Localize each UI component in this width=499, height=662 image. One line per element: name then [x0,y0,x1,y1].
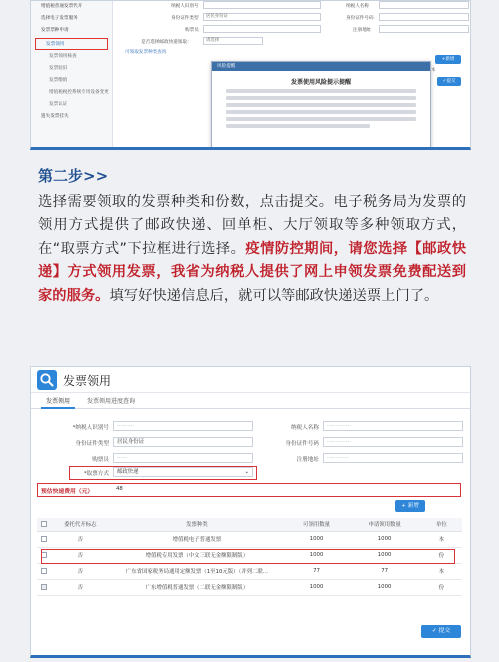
taxpayer-name-label: 纳税人名称 [346,4,369,9]
col-header-available: 可领用数量 [285,518,349,531]
id-number-label: 身份证件号码 [346,16,374,21]
reg-address-label: 注册地址 [353,28,372,33]
invoice-type-query-link[interactable]: 可领取发票种类查询 [125,50,167,55]
modal-text-line [226,89,416,93]
cell-unit: 本 [421,563,462,579]
tab-bar [31,395,470,409]
reg-address-field[interactable] [379,25,469,33]
taxpayer-name-field[interactable] [379,1,469,9]
taxpayer-id-field[interactable] [203,1,321,9]
cell-type: 广东省国家税务局通用定额发票（1至10元版）（并列二联... [109,563,284,579]
checkbox[interactable] [41,521,47,527]
modal-text-line [226,103,416,107]
table-header-row [37,518,462,531]
cell-unit: 份 [421,579,462,595]
cell-flag: 否 [51,579,109,595]
cell-type: 增值税电子普通发票 [109,531,284,547]
submit-button[interactable]: ✓ 提交 [421,625,461,638]
sidebar [31,1,113,150]
instruction-paragraph [38,191,466,308]
sidebar-item[interactable]: 发票缴销 [49,78,68,83]
row-highlight-frame [41,549,455,564]
tab-progress-query[interactable]: 发票领用进度查询 [87,398,136,405]
cell-unit: 本 [421,531,462,547]
taxpayer-name-field[interactable]: ·············· [323,421,463,431]
cell-unit: 份 [421,547,462,563]
modal-text-line [226,96,416,100]
cell-flag: 否 [51,531,109,547]
table-row[interactable] [37,579,462,595]
id-number-field[interactable] [379,13,469,21]
risk-modal [211,61,431,150]
col-header-unit: 单位 [421,518,462,531]
cell-apply: 1000 [349,579,421,595]
cell-available: 1000 [285,531,349,547]
sidebar-item[interactable]: 选择电子发票服务 [41,16,78,21]
cell-type: 增值税专用发票（中文三联无金额限制版） [109,547,284,563]
sidebar-item[interactable]: 发票认证 [49,102,68,107]
top-form [121,1,470,57]
top-table-cell: 本 [431,68,436,73]
table-row[interactable] [37,563,462,579]
cell-flag: 否 [51,547,109,563]
sidebar-item[interactable]: 发票票种申请 [41,28,69,33]
table-row[interactable] [37,531,462,547]
paragraph-highlight: 疫情防控期间，请您选择【邮政快递】方式领用发票，我省为纳税人提供了网上申领发票免费配送到家的服务。 [38,240,467,304]
buyer-label: 购票员 [92,457,109,463]
chevron-down-icon: ⌄ [244,469,249,475]
add-button[interactable]: + 新增 [395,500,425,512]
step-title: 第二步>> [38,167,109,185]
sidebar-item[interactable]: 遗失发票挂失 [41,114,69,119]
pickup-method-label: *取票方式 [83,471,109,477]
top-add-button[interactable]: +新增 [435,55,461,64]
row-checkbox-cell[interactable] [37,563,51,579]
id-type-select[interactable]: 居民身份证 [203,13,321,21]
cell-apply: 77 [349,563,421,579]
express-select[interactable]: 请选择 [203,37,263,45]
modal-header: 风险提醒 [212,62,430,71]
col-header-flag: 委托代开标志 [51,518,109,531]
taxpayer-id-field[interactable]: ·········· [113,421,253,431]
cell-type: 广东增值税普通发票（二联无金额限制版） [109,579,284,595]
sidebar-item[interactable]: 增值税税控系统专用设备变更 [49,90,109,95]
col-header-type: 发票种类 [109,518,284,531]
cell-apply: 1000 [349,547,421,563]
cell-flag: 否 [51,563,109,579]
sidebar-item[interactable]: 增值税普通发票代开 [41,4,83,9]
select-all-cell[interactable] [37,518,51,531]
page-header [31,367,470,393]
sidebar-item[interactable]: 发票领用核查 [49,54,77,59]
row-checkbox-cell[interactable] [37,579,51,595]
buyer-field[interactable] [203,25,321,33]
col-header-apply: 申请领用数量 [349,518,421,531]
id-type-select[interactable]: 居民身份证 [113,437,253,447]
id-type-label: 身份证件类型 [171,16,199,21]
paragraph-text-end: 填写好快递信息后，就可以等邮政快递送票上门了。 [109,287,439,304]
pickup-method-value: 邮政快递 [117,469,139,475]
modal-text-line [226,124,370,128]
modal-text-line [226,110,416,114]
sidebar-item[interactable]: 发票领用 [35,38,108,50]
checkbox[interactable] [41,536,47,542]
top-screenshot [30,0,471,150]
express-label: 是否选择邮政快递领取： [141,40,192,45]
tab-invoice-collect[interactable]: 发票领用 [41,395,75,409]
cell-available: 1000 [285,547,349,563]
cell-apply: 1000 [349,531,421,547]
id-number-field[interactable]: ·············· [323,437,463,447]
cell-available: 1000 [285,579,349,595]
sidebar-item[interactable]: 发票验旧 [49,66,68,71]
id-number-label: 身份证件号码 [285,441,319,447]
checkbox[interactable] [41,568,47,574]
row-checkbox-cell[interactable] [37,531,51,547]
modal-text-line [226,117,416,121]
reg-address-field[interactable]: ············· [323,453,463,463]
page-title: 发票领用 [63,374,112,388]
top-submit-button[interactable]: ✓提交 [437,77,461,86]
search-icon [37,370,57,390]
taxpayer-id-label: 纳税人识别号 [171,4,199,9]
checkbox[interactable] [41,584,47,590]
reg-address-label: 注册地址 [296,457,319,463]
taxpayer-id-label: *纳税人识别号 [72,425,109,431]
paragraph-text: 选择需要领取的发票种类和份数，点击提交。电子税务局为发票的领用方式提供了邮政快递、回单柜、大厅领取等多种领取方式，在“取票方式”下拉框进行选择。 [38,194,466,257]
bottom-screenshot [30,366,471,658]
fee-value: 48 [116,486,123,492]
buyer-label: 购票员 [185,28,199,33]
modal-title: 发票使用风险提示提醒 [290,79,351,86]
id-type-label: 身份证件类型 [75,441,109,447]
cell-available: 77 [285,563,349,579]
buyer-field[interactable]: ······ [113,453,253,463]
taxpayer-name-label: 纳税人名称 [291,425,319,431]
fee-label: 预估快递费用（元） [41,489,94,495]
pickup-method-select[interactable] [113,467,253,477]
